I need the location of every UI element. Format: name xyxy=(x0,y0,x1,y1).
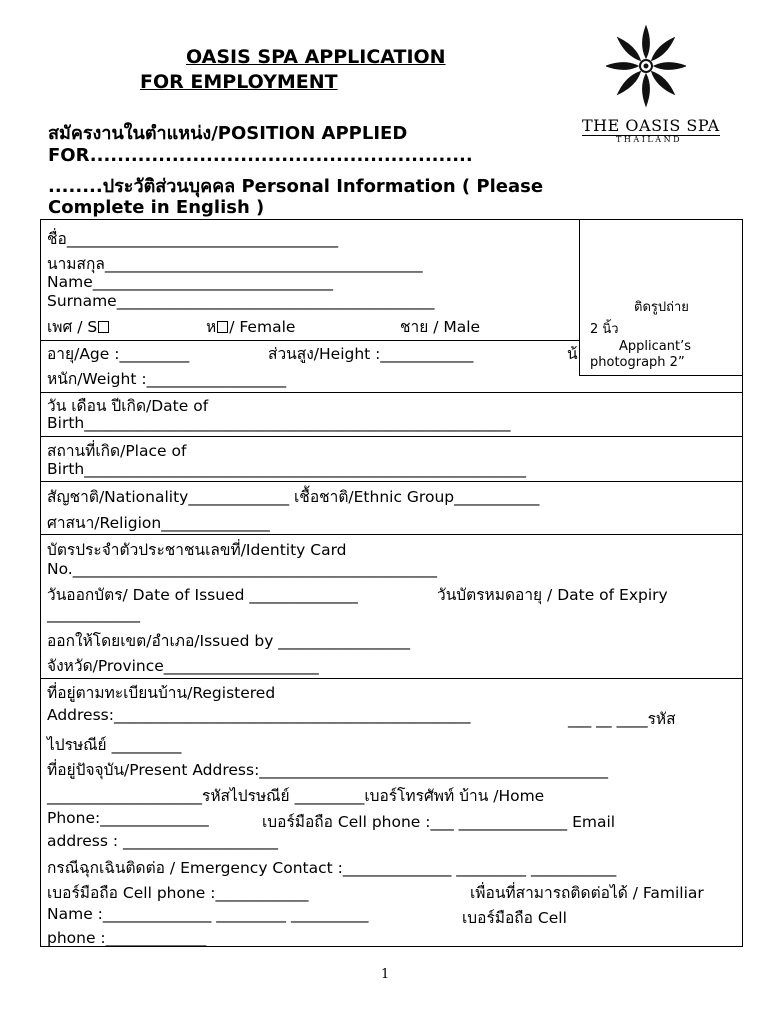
female-label: / Female xyxy=(229,318,296,336)
emergency-cell-field[interactable]: เบอร์มือถือ Cell phone :____________ xyxy=(47,884,309,902)
last-name-thai-field[interactable]: นามสกุล_________________________________________ xyxy=(47,255,423,273)
height-field[interactable]: ส่วนสูง/Height :____________ xyxy=(268,345,474,363)
name-field[interactable]: Name_______________________________ xyxy=(47,273,333,291)
date-expiry-label: วันบัตรหมดอายุ / Date of Expiry xyxy=(437,586,668,604)
weight-field[interactable]: หนัก/Weight :__________________ xyxy=(47,370,287,388)
surname-field[interactable]: Surname_________________________________________ xyxy=(47,292,435,310)
dob-label: วัน เดือน ปีเกิด/Date of xyxy=(47,397,209,415)
weight-thai-fragment: น้ xyxy=(567,345,578,363)
photo-size-label: 2 นิ้ว xyxy=(590,322,619,337)
logo-subtext: T H A I L A N D xyxy=(616,135,680,144)
postal-code-field[interactable]: ไปรษณีย์ _________ xyxy=(47,736,182,754)
sex-checkbox-1[interactable] xyxy=(98,321,109,333)
home-phone-field[interactable]: Phone:______________ xyxy=(47,809,209,827)
logo-text: THE OASIS SPA xyxy=(582,116,720,135)
registered-address-field[interactable]: Address:______________________________________________ xyxy=(47,706,471,724)
cell-phone-email-field[interactable]: เบอร์มือถือ Cell phone :___ ______________ Email xyxy=(262,813,616,831)
complete-english-note: Complete in English ) xyxy=(48,197,265,218)
sex-label: เพศ / S xyxy=(47,318,98,336)
province-field[interactable]: จังหวัด/Province____________________ xyxy=(47,657,319,675)
male-option[interactable]: ชาย / Male xyxy=(400,318,481,336)
female-checkbox[interactable] xyxy=(217,321,228,333)
postal-code-tail[interactable]: ___ __ ____รหัส xyxy=(568,710,676,728)
familiar-contact-label: เพื่อนที่สามารถติดต่อได้ / Familiar xyxy=(470,884,704,902)
female-prefix: ห xyxy=(206,318,217,336)
issued-by-field[interactable]: ออกให้โดยเขต/อำเภอ/Issued by _________________ xyxy=(47,632,411,650)
title-line-2: FOR EMPLOYMENT xyxy=(140,71,338,93)
registered-address-label: ที่อยู่ตามทะเบียนบ้าน/Registered xyxy=(47,684,276,702)
photo-caption-line-2: photograph 2” xyxy=(590,355,685,370)
oasis-spa-logo-icon xyxy=(606,20,686,116)
pob-field[interactable]: Birth_________________________________________________________ xyxy=(47,460,526,478)
position-for-line: FOR........................................................ xyxy=(48,145,473,166)
familiar-phone-field[interactable]: phone :_____________ xyxy=(47,929,207,947)
title-line-1: OASIS SPA APPLICATION xyxy=(186,46,446,68)
first-name-thai-field[interactable]: ชื่อ___________________________________ xyxy=(47,230,339,248)
female-option xyxy=(206,314,295,339)
photo-thai-label: ติดรูปถ่าย xyxy=(634,300,689,315)
date-issued-field[interactable]: วันออกบัตร/ Date of Issued ______________ xyxy=(47,586,358,604)
emergency-contact-field[interactable]: กรณีฉุกเฉินติดต่อ / Emergency Contact :______________ _________ ___________ xyxy=(47,859,617,877)
present-postal-home-phone[interactable]: ____________________รหัสไปรษณีย์ _________เบอร์โทรศัพท์ บ้าน /Home xyxy=(47,787,545,805)
id-card-label: บัตรประจำตัวประชาชนเลขที่/Identity Card xyxy=(47,541,347,559)
religion-field[interactable]: ศาสนา/Religion______________ xyxy=(47,514,270,532)
pob-label: สถานที่เกิด/Place of xyxy=(47,442,187,460)
familiar-name-field[interactable]: Name :______________ _________ __________ xyxy=(47,905,369,923)
familiar-cell-label: เบอร์มือถือ Cell xyxy=(462,909,567,927)
email-field[interactable]: address : ____________________ xyxy=(47,832,278,850)
date-expiry-field[interactable]: ____________ xyxy=(47,605,140,623)
nationality-field[interactable]: สัญชาติ/Nationality_____________ เชื้อชาติ/Ethnic Group___________ xyxy=(47,488,540,506)
photo-caption-line-1: Applicant’s xyxy=(619,339,691,354)
sex-row xyxy=(47,314,110,339)
position-applied-label: สมัครงานในตำแหน่ง/POSITION APPLIED xyxy=(48,123,408,144)
personal-info-heading: ........ประวัติส่วนบุคคล Personal Information ( Please xyxy=(48,176,544,197)
id-card-field[interactable]: No._______________________________________________ xyxy=(47,560,437,578)
dob-field[interactable]: Birth_______________________________________________________ xyxy=(47,414,511,432)
present-address-field[interactable]: ที่อยู่ปัจจุบัน/Present Address:_____________________________________________ xyxy=(47,761,609,779)
age-field[interactable]: อายุ/Age :_________ xyxy=(47,345,190,363)
page-number: 1 xyxy=(381,967,390,982)
